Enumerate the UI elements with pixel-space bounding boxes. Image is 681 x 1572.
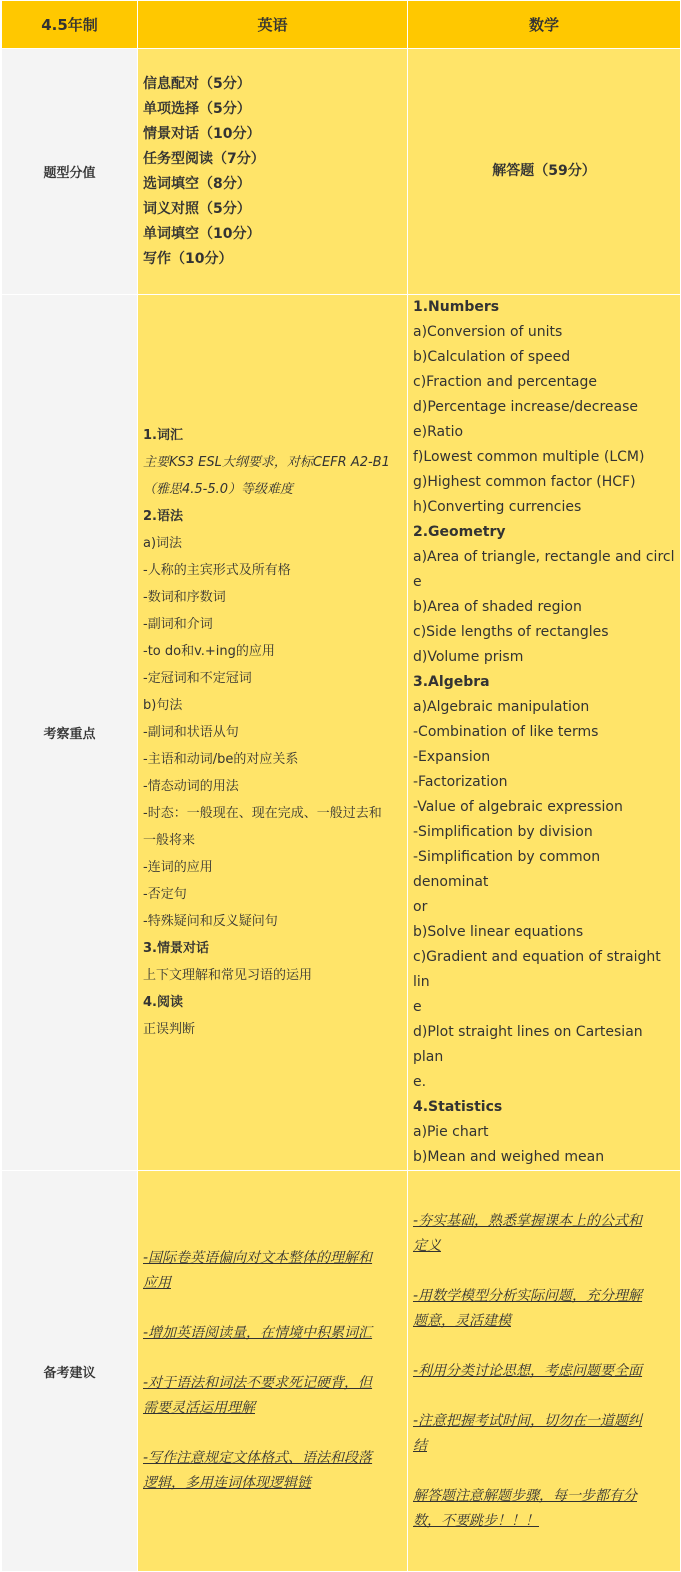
english-focus-item: -否定句	[143, 887, 187, 902]
math-focus	[408, 295, 681, 1171]
focus-label: 考察重点	[2, 295, 138, 1171]
math-tip-item: -夯实基础，熟悉掌握课本上的公式和	[413, 1212, 643, 1229]
math-focus-item: -Combination of like terms	[413, 724, 599, 740]
english-score-item: 单项选择（5分）	[143, 100, 251, 117]
math-focus-item: a)Algebraic manipulation	[413, 699, 590, 715]
math-focus-item: c)Gradient and equation of straight lin	[413, 949, 661, 990]
math-focus-item: f)Lowest common multiple (LCM)	[413, 449, 645, 465]
english-focus-item: -特殊疑问和反义疑问句	[143, 914, 278, 929]
english-scores	[138, 49, 408, 295]
math-tip-item: -用数学模型分析实际问题，充分理解	[413, 1287, 643, 1304]
math-focus-item: -Simplification by division	[413, 824, 593, 840]
scores-row	[2, 49, 681, 295]
english-tip-item: -国际卷英语偏向对文本整体的理解和	[143, 1250, 373, 1266]
english-tip-item	[143, 1346, 402, 1371]
english-tip-item: 逻辑，多用连词体现逻辑链	[143, 1475, 311, 1491]
english-tip-item	[143, 1421, 402, 1446]
math-tip-item: 数，不要跳步！！！	[413, 1512, 539, 1529]
math-focus-item: b)Mean and weighed mean	[413, 1149, 605, 1165]
english-focus-item: -定冠词和不定冠词	[143, 671, 252, 686]
english-focus-item: -副词和介词	[143, 617, 213, 632]
english-score-item: 情景对话（10分）	[143, 125, 261, 142]
english-focus-item: 主要KS3 ESL大纲要求，对标CEFR A2-B1	[143, 455, 390, 470]
math-focus-item: a)Conversion of units	[413, 324, 563, 340]
math-focus-item: b)Area of shaded region	[413, 599, 582, 615]
english-focus-item: -数词和序数词	[143, 590, 226, 605]
english-focus-item: 3.情景对话	[143, 941, 209, 956]
english-tip-item: 需要灵活运用理解	[143, 1400, 255, 1416]
math-focus-item: -Value of algebraic expression	[413, 799, 623, 815]
english-focus-item: -副词和状语从句	[143, 725, 239, 740]
english-score-item: 写作（10分）	[143, 250, 233, 267]
english-focus-item: （雅思4.5-5.0）等级难度	[143, 482, 294, 497]
math-focus-item: or	[413, 899, 428, 915]
math-scores: 解答题（59分）	[408, 49, 681, 295]
header-row	[2, 1, 681, 49]
math-focus-item: -Factorization	[413, 774, 508, 790]
english-focus-item: -连词的应用	[143, 860, 213, 875]
math-focus-item: d)Percentage increase/decrease	[413, 399, 639, 415]
math-focus-item: a)Area of triangle, rectangle and circl	[413, 549, 675, 565]
math-focus-item: b)Calculation of speed	[413, 349, 571, 365]
english-focus-item: b)句法	[143, 698, 183, 713]
english-focus-item: 2.语法	[143, 509, 183, 524]
english-score-item: 词义对照（5分）	[143, 200, 251, 217]
math-focus-item: h)Converting currencies	[413, 499, 582, 515]
math-focus-item: d)Volume prism	[413, 649, 524, 665]
english-tip-item: 应用	[143, 1275, 171, 1291]
math-tip-item: -利用分类讨论思想，考虑问题要全面	[413, 1362, 643, 1379]
math-tip-item	[413, 1334, 675, 1359]
english-focus-item: -主语和动词/be的对应关系	[143, 752, 299, 767]
tips-label: 备考建议	[2, 1171, 138, 1572]
math-focus-item: e.	[413, 1074, 427, 1090]
math-focus-item: e)Ratio	[413, 424, 464, 440]
math-focus-item: c)Fraction and percentage	[413, 374, 597, 390]
math-tips	[408, 1171, 681, 1572]
math-tip-item: -注意把握考试时间，切勿在一道题纠	[413, 1412, 643, 1429]
english-focus	[138, 295, 408, 1171]
math-focus-item: 1.Numbers	[413, 299, 500, 315]
tips-row	[2, 1171, 681, 1572]
math-focus-item: b)Solve linear equations	[413, 924, 584, 940]
english-tip-item: -增加英语阅读量，在情境中积累词汇	[143, 1325, 373, 1341]
math-focus-item: 3.Algebra	[413, 674, 490, 690]
scores-label: 题型分值	[2, 49, 138, 295]
english-focus-item: 4.阅读	[143, 995, 183, 1010]
math-tip-item	[413, 1384, 675, 1409]
math-focus-item: a)Pie chart	[413, 1124, 489, 1140]
math-tip-item: 结	[413, 1437, 427, 1454]
math-focus-item: -Expansion	[413, 749, 491, 765]
math-focus-item: c)Side lengths of rectangles	[413, 624, 609, 640]
english-focus-item: 正误判断	[143, 1022, 196, 1037]
english-focus-item: -人称的主宾形式及所有格	[143, 563, 291, 578]
header-english: 英语	[138, 1, 408, 49]
english-score-item: 任务型阅读（7分）	[143, 150, 265, 167]
english-focus-item: -情态动词的用法	[143, 779, 239, 794]
english-focus-item: -to do和v.+ing的应用	[143, 644, 275, 659]
english-tip-item	[143, 1296, 402, 1321]
english-focus-item: 1.词汇	[143, 428, 183, 443]
math-focus-item: e	[413, 574, 422, 590]
english-score-item: 单词填空（10分）	[143, 225, 261, 242]
english-focus-item: -时态：一般现在、现在完成、一般过去和	[143, 806, 382, 821]
math-tip-item	[413, 1259, 675, 1284]
english-score-item: 选词填空（8分）	[143, 175, 251, 192]
english-focus-item: a)词法	[143, 536, 183, 551]
english-focus-item: 一般将来	[143, 833, 196, 848]
math-focus-item: 4.Statistics	[413, 1099, 503, 1115]
exam-comparison-table	[1, 0, 681, 1572]
english-tip-item: -对于语法和词法不要求死记硬背，但	[143, 1375, 373, 1391]
header-math: 数学	[408, 1, 681, 49]
english-tips	[138, 1171, 408, 1572]
math-tip-item: 题意，灵活建模	[413, 1312, 511, 1329]
focus-row	[2, 295, 681, 1171]
math-tip-item: 定义	[413, 1237, 441, 1254]
math-focus-item: e	[413, 999, 422, 1015]
math-tip-item	[413, 1459, 675, 1484]
math-focus-item: -Simplification by common denominat	[413, 849, 601, 890]
math-tip-item: 解答题注意解题步骤，每一步都有分	[413, 1487, 637, 1504]
math-focus-item: d)Plot straight lines on Cartesian plan	[413, 1024, 643, 1065]
english-focus-item: 上下文理解和常见习语的运用	[143, 968, 313, 983]
math-focus-item: g)Highest common factor (HCF)	[413, 474, 636, 490]
math-focus-item: 2.Geometry	[413, 524, 506, 540]
header-system: 4.5年制	[2, 1, 138, 49]
english-tip-item: -写作注意规定文体格式、语法和段落	[143, 1450, 373, 1466]
english-score-item: 信息配对（5分）	[143, 75, 251, 92]
